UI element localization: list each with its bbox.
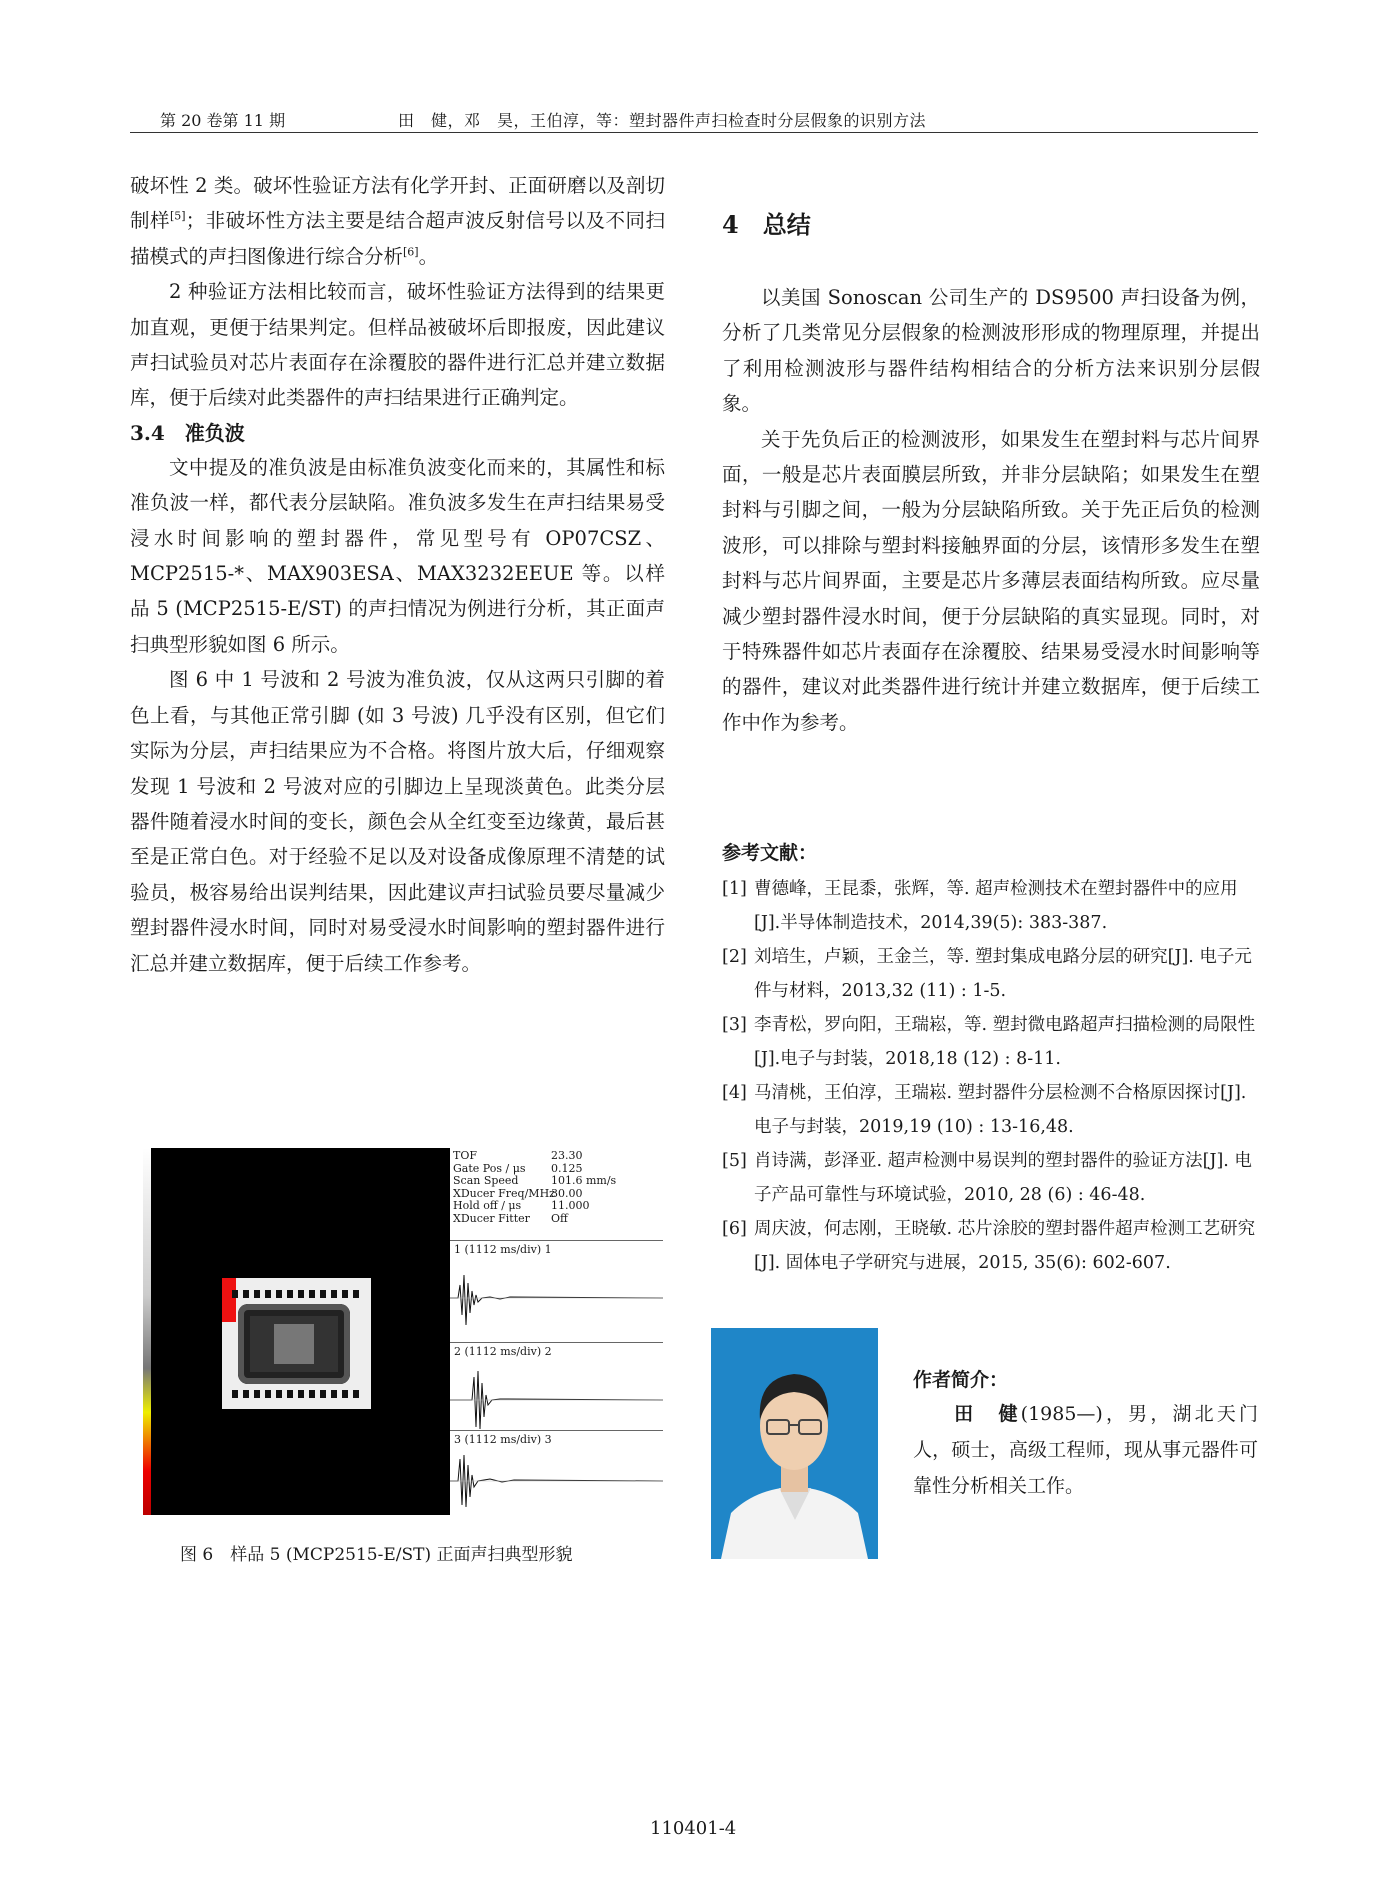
right-column-conclusion (722, 280, 1260, 740)
figure-6-acoustic-scan (143, 1148, 663, 1515)
journal-volume: 第 20 卷第 11 期 (160, 111, 286, 130)
param-row: XDucer Freq/MHz 30.00 (453, 1186, 583, 1200)
citation-6[interactable]: [6] (403, 245, 419, 259)
figure-6-caption: 图 6 样品 5 (MCP2515-E/ST) 正面声扫典型形貌 (180, 1545, 573, 1565)
author-bio (913, 1396, 1258, 1504)
author-bio-heading: 作者简介： (913, 1369, 1009, 1391)
scan-parameters (453, 1150, 658, 1225)
color-scale-bar (143, 1148, 151, 1515)
paragraph-figure6-analysis: 图 6 中 1 号波和 2 号波为准负波，仅从这两只引脚的着色上看，与其他正常引脚 (如 3 号波) 几乎没有区别，但它们实际为分层，声扫结果应为不合格。将图片放大后，仔细观察发现 1 号波和 2 号波对应的引脚边上呈现淡黄色。此类分层器件随着浸水时间的变长，颜色会从全红变至边缘黄，最后甚至是正常白色。对于经验不足以及对设备成像原理不清楚的试验员，极容易给出误判结果，因此建议声扫试验员要尽量减少塑封器件浸水时间，同时对易受浸水时间影响的塑封器件进行汇总并建立数据库，便于后续工作参考。 (130, 668, 665, 975)
param-row: TOF 23.30 (453, 1149, 583, 1162)
pins-bottom-row (232, 1390, 362, 1398)
param-row: Gate Pos / μs 0.125 (453, 1161, 583, 1175)
paragraph-method-comparison: 2 种验证方法相比较而言，破坏性验证方法得到的结果更加直观，更便于结果判定。但样品被破坏后即报废，因此建议声扫试验员对芯片表面存在涂覆胶的器件进行汇总并建立数据库，便于后续对此类器件的声扫结果进行正确判定。 (130, 280, 665, 410)
param-row: Scan Speed 101.6 mm/s (453, 1174, 617, 1187)
citation-5[interactable]: [5] (170, 209, 186, 223)
author-name: 田 健 (951, 1403, 1021, 1425)
author-photo (711, 1328, 878, 1559)
paragraph-conclusion-1: 以美国 Sonoscan 公司生产的 DS9500 声扫设备为例，分析了几类常见分层假象的检测波形形成的物理原理，并提出了利用检测波形与器件结构相结合的分析方法来识别分层假象。 (722, 286, 1260, 416)
waveform-1-trace (450, 1255, 663, 1341)
die-area (238, 1304, 350, 1384)
page-number: 110401-4 (650, 1818, 737, 1839)
scan-parameter-panel (450, 1148, 663, 1515)
paragraph-quasi-negative-wave: 文中提及的准负波是由标准负波变化而来的，其属性和标准负波一样，都代表分层缺陷。准负波多发生在声扫结果易受浸水时间影响的塑封器件，常见型号有 OP07CSZ、MCP2515-*、MAX903ESA、MAX3232EEUE 等。以样品 5 (MCP2515-E/ST) 的声扫情况为例进行分析，其正面声扫典型形貌如图 6 所示。 (130, 455, 665, 656)
waveform-3: 3 (1112 ms/div) 3 (450, 1430, 663, 1516)
left-column (130, 168, 665, 981)
paragraph-conclusion-2: 关于先负后正的检测波形，如果发生在塑封料与芯片间界面，一般是芯片表面膜层所致，并非分层缺陷；如果发生在塑封料与引脚之间，一般为分层缺陷所致。关于先正后负的检测波形，可以排除与塑封料接触界面的分层，该情形多发生在塑封料与芯片间界面，主要是芯片多薄层表面结构所致。应尽量减少塑封器件浸水时间，便于分层缺陷的真实显现。同时，对于特殊器件如芯片表面存在涂覆胶、结果易受浸水时间影响等的器件，建议对此类器件进行统计并建立数据库，便于后续工作中作为参考。 (722, 427, 1260, 734)
author-details: (1985—)，男，湖北天门人，硕士，高级工程师，现从事元器件可靠性分析相关工作。 (913, 1403, 1258, 1497)
delamination-red-area (222, 1278, 236, 1322)
param-row: XDucer Fitter Off (453, 1211, 568, 1225)
paragraph-verification-methods: 破坏性 2 类。破坏性验证方法有化学开封、正面研磨以及剖切制样[5]；非破坏性方法主要是结合超声波反射信号以及不同扫描模式的声扫图像进行综合分析[6]。 (130, 174, 665, 268)
article-running-title: 田 健，邓 昊，王伯淳，等：塑封器件声扫检查时分层假象的识别方法 (398, 111, 927, 130)
pins-top-row (232, 1290, 362, 1298)
section-heading-4: 4 总结 (722, 210, 811, 239)
references-heading: 参考文献： (722, 842, 818, 864)
param-row: Hold off / μs 11.000 (453, 1199, 590, 1212)
waveform-3-trace (450, 1445, 663, 1517)
waveform-1: 1 (1112 ms/div) 1 (450, 1240, 663, 1343)
running-header (130, 106, 1258, 133)
section-heading-3-4: 3.4 准负波 (130, 420, 245, 445)
waveform-2: 2 (1112 ms/div) 2 (450, 1342, 663, 1445)
chip-scan-image (222, 1278, 371, 1409)
